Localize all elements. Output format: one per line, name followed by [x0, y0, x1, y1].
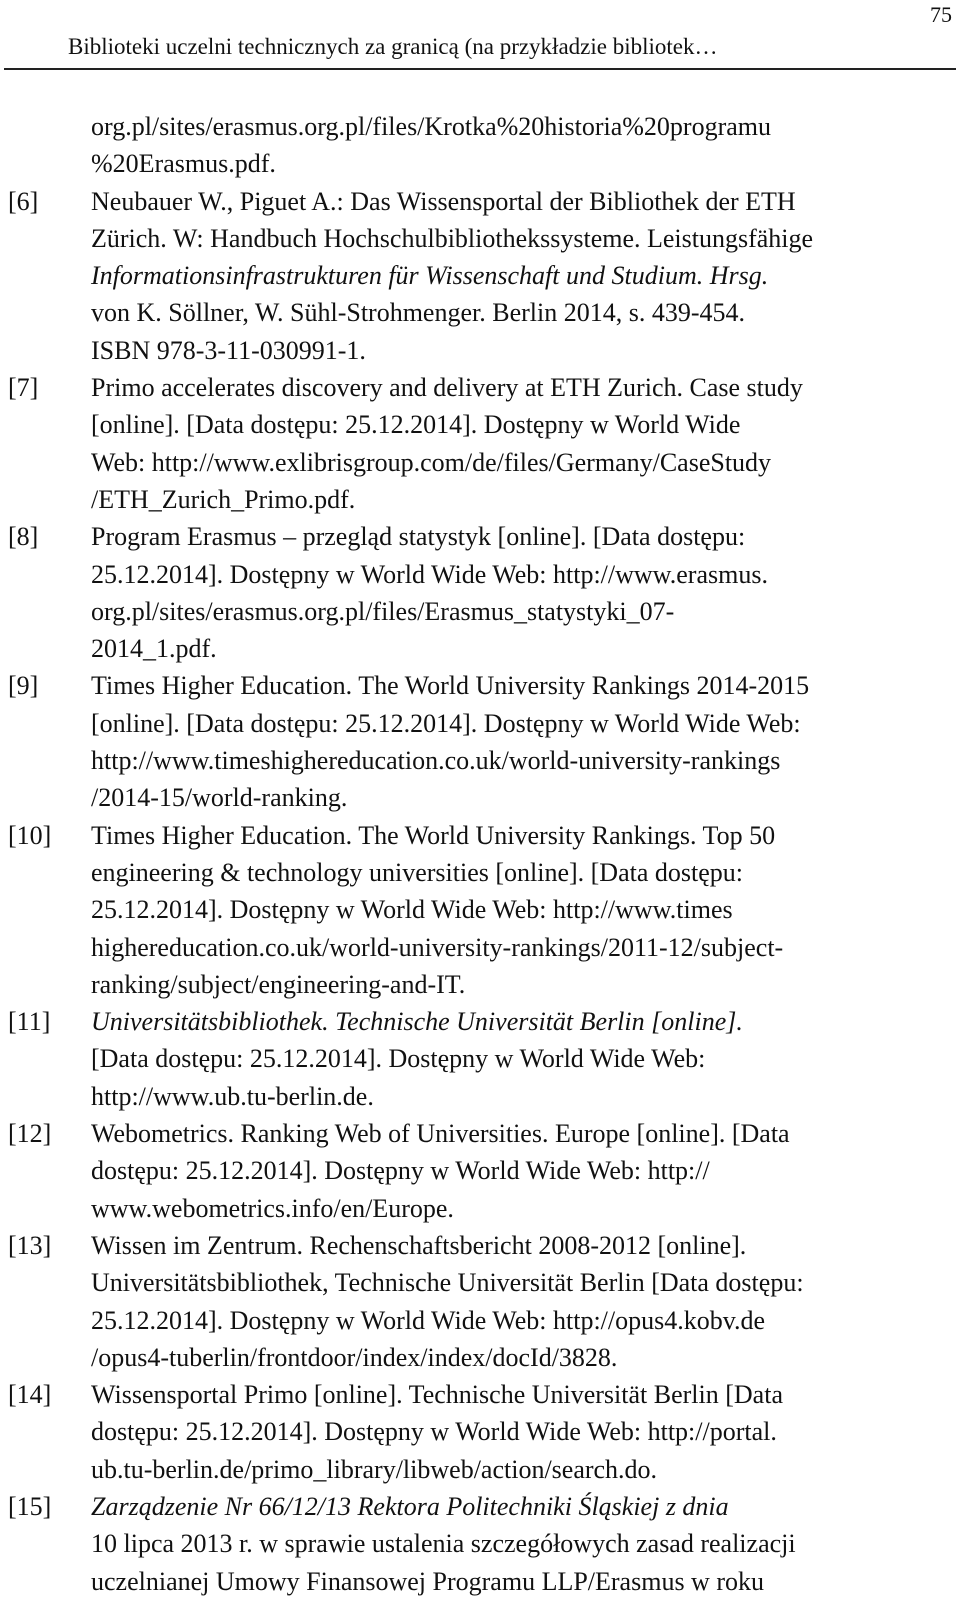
reference-number: [15]	[8, 1491, 52, 1521]
reference-number: [7]	[8, 373, 39, 403]
reference-line: http://www.timeshighereducation.co.uk/world-university-rankings	[91, 746, 781, 776]
reference-line: dostępu: 25.12.2014]. Dostępny w World Wide Web: http://portal.	[91, 1417, 777, 1447]
reference-line: Times Higher Education. The World University Rankings. Top 50	[91, 820, 776, 850]
reference-number: [14]	[8, 1380, 52, 1410]
reference-line: Wissensportal Primo [online]. Technische Universität Berlin [Data	[91, 1380, 783, 1410]
reference-item-7	[0, 369, 960, 518]
reference-line: 10 lipca 2013 r. w sprawie ustalenia szczegółowych zasad realizacji	[91, 1529, 796, 1559]
reference-line: ISBN 978-3-11-030991-1.	[91, 335, 366, 365]
reference-line: org.pl/sites/erasmus.org.pl/files/Erasmus_statystyki_07-	[91, 596, 675, 626]
reference-line: /2014-15/world-ranking.	[91, 783, 348, 813]
reference-line: engineering & technology universities [online]. [Data dostępu:	[91, 857, 743, 887]
reference-item-5-cont	[0, 108, 960, 183]
reference-line: uczelnianej Umowy Finansowej Programu LLP/Erasmus w roku	[91, 1566, 764, 1596]
reference-line: [Data dostępu: 25.12.2014]. Dostępny w World Wide Web:	[91, 1044, 706, 1074]
reference-line: Web: http://www.exlibrisgroup.com/de/files/Germany/CaseStudy	[91, 447, 772, 477]
reference-line: Program Erasmus – przegląd statystyk [online]. [Data dostępu:	[91, 522, 746, 552]
reference-item-10	[0, 817, 960, 1003]
reference-line: Webometrics. Ranking Web of Universities. Europe [online]. [Data	[91, 1119, 790, 1149]
reference-line: Universitätsbibliothek, Technische Universität Berlin [Data dostępu:	[91, 1268, 804, 1298]
reference-line: von K. Söllner, W. Sühl-Strohmenger. Berlin 2014, s. 439-454.	[91, 298, 745, 328]
reference-item-14	[0, 1376, 960, 1488]
reference-number: [8]	[8, 522, 39, 552]
reference-line: Universitätsbibliothek. Technische Universität Berlin [online].	[91, 1007, 743, 1037]
reference-line: [online]. [Data dostępu: 25.12.2014]. Dostępny w World Wide	[91, 410, 741, 440]
reference-line: /opus4-tuberlin/frontdoor/index/index/docId/3828.	[91, 1342, 618, 1372]
reference-item-8	[0, 518, 960, 667]
reference-number: [11]	[8, 1007, 51, 1037]
reference-line: 25.12.2014]. Dostępny w World Wide Web: http://opus4.kobv.de	[91, 1305, 766, 1335]
reference-item-12	[0, 1115, 960, 1227]
reference-line: ranking/subject/engineering-and-IT.	[91, 969, 466, 999]
reference-line: Primo accelerates discovery and delivery at ETH Zurich. Case study	[91, 373, 803, 403]
reference-line: 25.12.2014]. Dostępny w World Wide Web: http://www.erasmus.	[91, 559, 768, 589]
reference-line: [online]. [Data dostępu: 25.12.2014]. Dostępny w World Wide Web:	[91, 708, 801, 738]
running-header: Biblioteki uczelni technicznych za granicą (na przykładzie bibliotek…	[68, 34, 718, 59]
reference-item-11	[0, 1003, 960, 1115]
reference-line: http://www.ub.tu-berlin.de.	[91, 1081, 374, 1111]
reference-number: [9]	[8, 671, 39, 701]
reference-line: /ETH_Zurich_Primo.pdf.	[91, 484, 356, 514]
reference-line: Neubauer W., Piguet A.: Das Wissensportal der Bibliothek der ETH	[91, 186, 796, 216]
reference-number: [6]	[8, 186, 39, 216]
reference-line: Informationsinfrastrukturen für Wissenschaft und Studium. Hrsg.	[91, 261, 769, 291]
reference-item-6	[0, 183, 960, 369]
reference-line: highereducation.co.uk/world-university-rankings/2011-12/subject-	[91, 932, 784, 962]
reference-line: ub.tu-berlin.de/primo_library/libweb/action/search.do.	[91, 1454, 658, 1484]
reference-number: [13]	[8, 1230, 52, 1260]
reference-line: 2014_1.pdf.	[91, 634, 217, 664]
reference-line: dostępu: 25.12.2014]. Dostępny w World Wide Web: http://	[91, 1156, 710, 1186]
reference-item-9	[0, 667, 960, 816]
reference-item-13	[0, 1227, 960, 1376]
reference-line: Wissen im Zentrum. Rechenschaftsbericht 2008-2012 [online].	[91, 1230, 747, 1260]
reference-line: 25.12.2014]. Dostępny w World Wide Web: http://www.times	[91, 895, 733, 925]
reference-line: org.pl/sites/erasmus.org.pl/files/Krotka%20historia%20programu	[91, 112, 771, 141]
reference-line: www.webometrics.info/en/Europe.	[91, 1193, 454, 1223]
reference-item-15	[0, 1488, 960, 1600]
reference-line: %20Erasmus.pdf.	[91, 149, 276, 179]
reference-number: [10]	[8, 820, 52, 850]
page-number: 75	[930, 2, 952, 27]
reference-list	[0, 108, 960, 1600]
reference-line: Times Higher Education. The World University Rankings 2014-2015	[91, 671, 810, 701]
reference-number: [12]	[8, 1119, 52, 1149]
header-rule	[4, 68, 956, 70]
reference-line: Zürich. W: Handbuch Hochschulbibliothekssysteme. Leistungsfähige	[91, 223, 814, 253]
reference-line: Zarządzenie Nr 66/12/13 Rektora Politechniki Śląskiej z dnia	[91, 1491, 729, 1521]
